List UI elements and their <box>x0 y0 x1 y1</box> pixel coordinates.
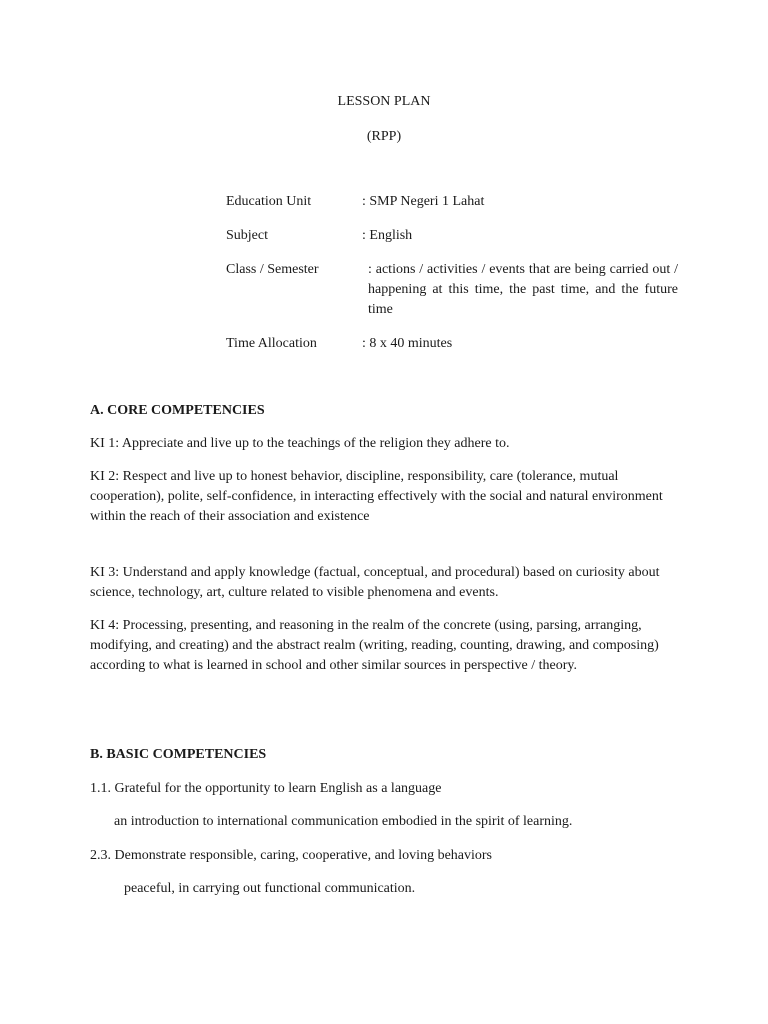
subject-value: : English <box>362 228 413 243</box>
class-semester-label: Class / Semester <box>226 262 319 277</box>
class-semester-value: : actions / activities / events that are being carried out / happening at this time, the past time, and the future time <box>368 262 678 317</box>
core-competency-ki3: KI 3: Understand and apply knowledge (factual, conceptual, and procedural) based on curiosity about science, technology, art, culture related to visible phenomena and events. <box>90 565 660 600</box>
document-title: LESSON PLAN <box>337 94 431 109</box>
core-competency-ki4: KI 4: Processing, presenting, and reasoning in the realm of the concrete (using, parsing, arranging, modifying, and creating) and the abstract realm (writing, reading, counting, drawing, and composing) according to what is learned in school and other similar sources in perspective / theory. <box>90 618 659 673</box>
core-competency-ki1: KI 1: Appreciate and live up to the teachings of the religion they adhere to. <box>90 436 510 451</box>
basic-competency-1-1: 1.1. Grateful for the opportunity to learn English as a language <box>90 781 442 796</box>
basic-competency-1-1-continuation: an introduction to international communication embodied in the spirit of learning. <box>114 814 573 829</box>
core-competency-ki2: KI 2: Respect and live up to honest behavior, discipline, responsibility, care (tolerance, mutual cooperation), polite, self-confidence, in interacting effectively with the social and natural environment within the reach of their association and existence <box>90 469 663 524</box>
time-allocation-label: Time Allocation <box>226 336 317 351</box>
document-subtitle: (RPP) <box>366 129 402 144</box>
core-competencies-heading: A. CORE COMPETENCIES <box>90 403 265 418</box>
basic-competency-2-3: 2.3. Demonstrate responsible, caring, cooperative, and loving behaviors <box>90 848 492 863</box>
basic-competencies-heading: B. BASIC COMPETENCIES <box>90 747 267 762</box>
education-unit-value: : SMP Negeri 1 Lahat <box>362 194 485 209</box>
education-unit-label: Education Unit <box>226 194 312 209</box>
basic-competency-2-3-continuation: peaceful, in carrying out functional communication. <box>124 881 416 896</box>
subject-label: Subject <box>226 228 268 243</box>
time-allocation-value: : 8 x 40 minutes <box>362 336 453 351</box>
